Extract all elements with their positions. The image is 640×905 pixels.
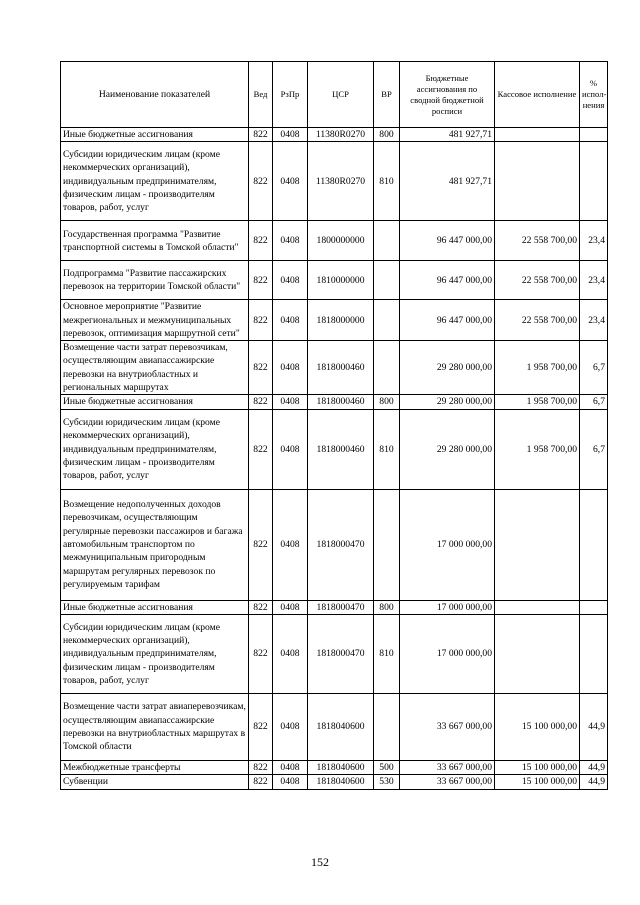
- cell-cash-execution: 22 558 700,00: [495, 261, 580, 300]
- cell-ved: 822: [249, 760, 273, 774]
- cell-assignments: 33 667 000,00: [400, 760, 495, 774]
- cell-execution-percent: 6,7: [580, 395, 608, 409]
- header-assignments: Бюджетные ассигнования по сводной бюджетной росписи: [400, 62, 495, 128]
- table-row: [61, 341, 608, 395]
- cell-assignments: 33 667 000,00: [400, 693, 495, 760]
- cell-ved: 822: [249, 614, 273, 693]
- cell-cash-execution: 1 958 700,00: [495, 395, 580, 409]
- cell-rzpr: 0408: [273, 614, 308, 693]
- table-row: [61, 300, 608, 341]
- cell-ved: 822: [249, 693, 273, 760]
- cell-rzpr: 0408: [273, 489, 308, 600]
- cell-cash-execution: 1 958 700,00: [495, 341, 580, 395]
- cell-vr: 500: [374, 760, 400, 774]
- cell-ved: 822: [249, 600, 273, 614]
- cell-csr: 1818000470: [308, 600, 374, 614]
- cell-cash-execution: 22 558 700,00: [495, 300, 580, 341]
- cell-rzpr: 0408: [273, 760, 308, 774]
- cell-name: Иные бюджетные ассигнования: [61, 128, 249, 142]
- cell-rzpr: 0408: [273, 128, 308, 142]
- cell-cash-execution: 1 958 700,00: [495, 409, 580, 489]
- cell-assignments: 96 447 000,00: [400, 261, 495, 300]
- cell-name: Государственная программа "Развитие транспортной системы в Томской области": [61, 221, 249, 261]
- cell-csr: 1818000460: [308, 409, 374, 489]
- cell-assignments: 33 667 000,00: [400, 775, 495, 789]
- table-row: [61, 775, 608, 789]
- cell-name: Основное мероприятие "Развитие межрегиональных и межмуниципальных перевозок, оптимизация маршрутной сети": [61, 300, 249, 341]
- cell-vr: [374, 221, 400, 261]
- cell-assignments: 17 000 000,00: [400, 614, 495, 693]
- table-row: [61, 693, 608, 760]
- cell-ved: 822: [249, 341, 273, 395]
- table-body: [61, 128, 608, 790]
- cell-name: Субвенции: [61, 775, 249, 789]
- table-row: [61, 600, 608, 614]
- table-row: [61, 760, 608, 774]
- cell-vr: 800: [374, 600, 400, 614]
- cell-rzpr: 0408: [273, 395, 308, 409]
- cell-vr: [374, 693, 400, 760]
- cell-name: Иные бюджетные ассигнования: [61, 395, 249, 409]
- cell-name: Субсидии юридическим лицам (кроме некоммерческих организаций), индивидуальным предпринимателям, физическим лицам - производителям товаров, работ, услуг: [61, 409, 249, 489]
- header-csr: ЦСР: [308, 62, 374, 128]
- table-row: [61, 128, 608, 142]
- cell-cash-execution: 15 100 000,00: [495, 693, 580, 760]
- cell-execution-percent: [580, 600, 608, 614]
- cell-execution-percent: [580, 614, 608, 693]
- cell-name: Иные бюджетные ассигнования: [61, 600, 249, 614]
- cell-ved: 822: [249, 128, 273, 142]
- cell-rzpr: 0408: [273, 693, 308, 760]
- cell-csr: 1818000000: [308, 300, 374, 341]
- cell-name: Возмещение части затрат авиаперевозчикам, осуществляющим авиапассажирские перевозки на внутриобластных маршрутах в Томской области: [61, 693, 249, 760]
- cell-cash-execution: [495, 600, 580, 614]
- cell-ved: 822: [249, 142, 273, 221]
- cell-csr: 1818000470: [308, 489, 374, 600]
- cell-execution-percent: 44,9: [580, 760, 608, 774]
- cell-vr: [374, 261, 400, 300]
- cell-ved: 822: [249, 261, 273, 300]
- cell-vr: [374, 300, 400, 341]
- cell-ved: 822: [249, 489, 273, 600]
- cell-assignments: 96 447 000,00: [400, 221, 495, 261]
- cell-csr: 1818040600: [308, 760, 374, 774]
- cell-name: Межбюджетные трансферты: [61, 760, 249, 774]
- cell-ved: 822: [249, 221, 273, 261]
- cell-name: Возмещение части затрат перевозчикам, осуществляющим авиапассажирские перевозки на внутриобластных и региональных маршрутах: [61, 341, 249, 395]
- cell-ved: 822: [249, 409, 273, 489]
- cell-rzpr: 0408: [273, 341, 308, 395]
- cell-execution-percent: 23,4: [580, 261, 608, 300]
- cell-assignments: 17 000 000,00: [400, 600, 495, 614]
- table-row: [61, 221, 608, 261]
- cell-vr: 530: [374, 775, 400, 789]
- cell-execution-percent: [580, 489, 608, 600]
- cell-name: Возмещение недополученных доходов перевозчикам, осуществляющим регулярные перевозки пассажиров и багажа автомобильным транспортом по межмуниципальным пригородным маршрутам регулярных перевозок по регулируемым тарифам: [61, 489, 249, 600]
- cell-csr: 1818040600: [308, 693, 374, 760]
- cell-rzpr: 0408: [273, 600, 308, 614]
- header-vr: ВР: [374, 62, 400, 128]
- cell-csr: 1818000460: [308, 341, 374, 395]
- header-execution-percent: % испол-нения: [580, 62, 608, 128]
- cell-assignments: 17 000 000,00: [400, 489, 495, 600]
- cell-cash-execution: [495, 142, 580, 221]
- cell-rzpr: 0408: [273, 409, 308, 489]
- cell-cash-execution: 15 100 000,00: [495, 760, 580, 774]
- cell-cash-execution: [495, 489, 580, 600]
- table-row: [61, 395, 608, 409]
- cell-assignments: 29 280 000,00: [400, 409, 495, 489]
- cell-cash-execution: [495, 128, 580, 142]
- cell-assignments: 29 280 000,00: [400, 341, 495, 395]
- cell-csr: 11380R0270: [308, 142, 374, 221]
- cell-execution-percent: 44,9: [580, 693, 608, 760]
- cell-execution-percent: 23,4: [580, 300, 608, 341]
- cell-execution-percent: [580, 142, 608, 221]
- table-row: [61, 409, 608, 489]
- cell-csr: 1818000470: [308, 614, 374, 693]
- cell-execution-percent: 6,7: [580, 409, 608, 489]
- cell-execution-percent: 44,9: [580, 775, 608, 789]
- cell-vr: 810: [374, 142, 400, 221]
- cell-assignments: 29 280 000,00: [400, 395, 495, 409]
- table-header-row: [61, 62, 608, 128]
- cell-execution-percent: [580, 128, 608, 142]
- cell-csr: 1810000000: [308, 261, 374, 300]
- cell-ved: 822: [249, 395, 273, 409]
- cell-cash-execution: [495, 614, 580, 693]
- cell-rzpr: 0408: [273, 221, 308, 261]
- cell-ved: 822: [249, 300, 273, 341]
- cell-vr: 800: [374, 128, 400, 142]
- header-cash-execution: Кассовое исполнение: [495, 62, 580, 128]
- table-row: [61, 261, 608, 300]
- cell-csr: 1818000460: [308, 395, 374, 409]
- header-rzpr: РзПр: [273, 62, 308, 128]
- cell-name: Подпрограмма "Развитие пассажирских перевозок на территории Томской области": [61, 261, 249, 300]
- cell-cash-execution: 22 558 700,00: [495, 221, 580, 261]
- cell-vr: [374, 341, 400, 395]
- cell-vr: 810: [374, 614, 400, 693]
- cell-vr: [374, 489, 400, 600]
- table-row: [61, 142, 608, 221]
- cell-execution-percent: 23,4: [580, 221, 608, 261]
- cell-cash-execution: 15 100 000,00: [495, 775, 580, 789]
- cell-rzpr: 0408: [273, 775, 308, 789]
- budget-table: [60, 61, 608, 790]
- header-name: Наименование показателей: [61, 62, 249, 128]
- cell-vr: 810: [374, 409, 400, 489]
- cell-ved: 822: [249, 775, 273, 789]
- cell-rzpr: 0408: [273, 300, 308, 341]
- cell-rzpr: 0408: [273, 142, 308, 221]
- cell-name: Субсидии юридическим лицам (кроме некоммерческих организаций), индивидуальным предпринимателям, физическим лицам - производителям товаров, работ, услуг: [61, 614, 249, 693]
- cell-assignments: 481 927,71: [400, 128, 495, 142]
- cell-rzpr: 0408: [273, 261, 308, 300]
- cell-csr: 11380R0270: [308, 128, 374, 142]
- cell-csr: 1818040600: [308, 775, 374, 789]
- cell-csr: 1800000000: [308, 221, 374, 261]
- cell-assignments: 96 447 000,00: [400, 300, 495, 341]
- table-row: [61, 614, 608, 693]
- cell-vr: 800: [374, 395, 400, 409]
- cell-assignments: 481 927,71: [400, 142, 495, 221]
- cell-execution-percent: 6,7: [580, 341, 608, 395]
- table-row: [61, 489, 608, 600]
- header-ved: Вед: [249, 62, 273, 128]
- page-number: 152: [311, 855, 329, 869]
- cell-name: Субсидии юридическим лицам (кроме некоммерческих организаций), индивидуальным предпринимателям, физическим лицам - производителям товаров, работ, услуг: [61, 142, 249, 221]
